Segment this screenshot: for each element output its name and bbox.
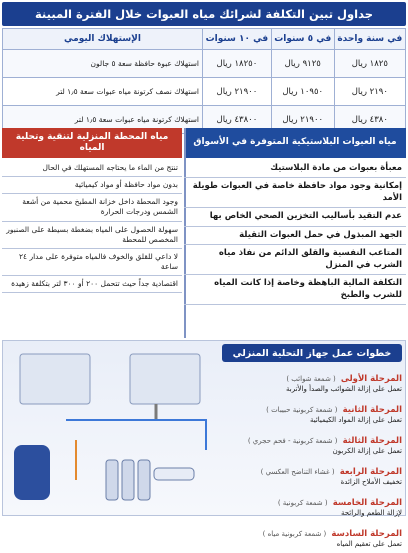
step-subtitle: ( شمعة شوائب ) bbox=[286, 375, 336, 383]
cell-description: استهلاك نصف كرتونة مياه عبوات سعة ١٫٥ لتر bbox=[3, 78, 203, 106]
filter-cartridge-icon bbox=[138, 460, 150, 500]
cell-description: استهلاك عبوة حافظة سعة ٥ جالون bbox=[3, 50, 203, 78]
step-name: المرحلة الرابعة bbox=[339, 467, 402, 478]
list-item: إمكانية وجود مواد حافظة خاصة في العبوات طويلة الأمد bbox=[184, 178, 406, 208]
cost-table-header-row bbox=[3, 29, 406, 50]
cell-10-years: ١٨٢٥٠ ريال bbox=[203, 50, 272, 78]
header-5-years: في ٥ سنوات bbox=[271, 29, 334, 50]
table-row bbox=[3, 78, 406, 106]
step-item bbox=[222, 397, 402, 425]
step-description: لإزالة الطعم والرائحة bbox=[341, 509, 402, 518]
step-name: المرحلة الثانية bbox=[342, 405, 402, 416]
step-description: تعمل على تعقيم المياه bbox=[336, 540, 402, 549]
list-item: المتاعب النفسية والقلق الدائم من نفاذ مياه الشرب في المنزل bbox=[184, 245, 406, 275]
bottled-water-list bbox=[184, 160, 406, 305]
page-title: جداول تبين التكلفة لشرائك مياه العبوات خلال الفترة المبينة bbox=[2, 2, 406, 26]
cell-1-year: ٤٣٨٠ ريال bbox=[334, 106, 405, 134]
step-subtitle: ( شمعة كربونية - فحم حجري ) bbox=[247, 437, 338, 446]
list-item: وجود المحطة داخل خزانة المطبخ محمية من أشعة الشمس ودرجات الحرارة bbox=[2, 194, 182, 221]
header-10-years: في ١٠ سنوات bbox=[203, 29, 272, 50]
filter-cartridge-icon bbox=[106, 460, 118, 500]
list-item: تنتج من الماء ما يحتاجه المستهلك في الحال bbox=[2, 160, 182, 177]
step-name: المرحلة الخامسة bbox=[332, 498, 402, 509]
cell-1-year: ١٨٢٥ ريال bbox=[334, 50, 405, 78]
home-station-heading: مياه المحطة المنزلية لتنقية وتحلية المياه bbox=[2, 128, 182, 158]
list-item: سهولة الحصول على المياه بضغطة بسيطة على الصنبور المخصص للمحطة bbox=[2, 222, 182, 249]
membrane-icon bbox=[154, 468, 194, 480]
list-item: عدم التقيد بأساليب التخزين الصحي الخاص بها bbox=[184, 208, 406, 226]
table-row bbox=[3, 50, 406, 78]
header-1-year: في سنة واحدة bbox=[334, 29, 405, 50]
step-subtitle: ( غشاء التناضح العكسي ) bbox=[260, 468, 335, 477]
tank-icon bbox=[14, 445, 50, 500]
cell-description: استهلاك كرتونة مياه عبوات سعة ١٫٥ لتر bbox=[3, 106, 203, 134]
bottled-water-heading: مياه العبوات البلاستيكية المتوفرة في الأسواق bbox=[184, 128, 406, 158]
cost-table bbox=[2, 28, 406, 134]
list-item: معبأة بعبوات من مادة البلاستيك bbox=[184, 160, 406, 178]
cell-1-year: ٢١٩٠ ريال bbox=[334, 78, 405, 106]
filter-cartridge-icon bbox=[122, 460, 134, 500]
step-description: تعمل على إزالة المواد الكيميائية bbox=[309, 416, 402, 425]
cabinet-right bbox=[130, 354, 200, 404]
step-subtitle: ( شمعة كربونية ) bbox=[277, 499, 328, 508]
step-name: المرحلة السادسة bbox=[331, 529, 402, 540]
step-subtitle: ( شمعة كربونية حبيبات ) bbox=[266, 406, 338, 415]
filter-system-illustration bbox=[6, 350, 222, 510]
step-item bbox=[222, 490, 402, 518]
step-subtitle: ( شمعة كربونية مياه ) bbox=[262, 530, 327, 539]
step-item bbox=[222, 459, 402, 487]
list-item: اقتصادية جداً حيث تتحمل ٢٠٠ أو ٣٠٠ لتر بتكلفة زهيدة bbox=[2, 276, 182, 293]
step-item bbox=[222, 366, 402, 394]
step-name: المرحلة الثالثة bbox=[342, 436, 402, 447]
cell-10-years: ٤٣٨٠٠ ريال bbox=[203, 106, 272, 134]
list-item: بدون مواد حافظة أو مواد كيميائية bbox=[2, 177, 182, 194]
steps-title: خطوات عمل جهاز التحلية المنزلي bbox=[222, 344, 402, 362]
home-station-list bbox=[2, 160, 182, 293]
step-description: تعمل على إزالة الكربون bbox=[332, 447, 402, 456]
steps-list bbox=[222, 366, 402, 553]
list-item: لا داعي للقلق والخوف فالمياه متوفرة على مدار ٢٤ ساعة bbox=[2, 249, 182, 276]
step-item bbox=[222, 521, 402, 549]
step-description: تعمل على إزالة الشوائب والصدأ والأتربة bbox=[286, 385, 402, 393]
step-item bbox=[222, 428, 402, 456]
header-daily-consumption: الإستهلاك اليومي bbox=[3, 29, 203, 50]
step-name: المرحلة الأولى bbox=[340, 374, 402, 384]
list-item: التكلفة المالية الباهظة وخاصة إذا كانت المياه للشرب والطبخ bbox=[184, 275, 406, 305]
step-description: تخفيف الأملاح الزائدة bbox=[340, 478, 402, 487]
cell-10-years: ٢١٩٠٠ ريال bbox=[203, 78, 272, 106]
cell-5-years: ١٠٩٥٠ ريال bbox=[271, 78, 334, 106]
cell-5-years: ٢١٩٠٠ ريال bbox=[271, 106, 334, 134]
list-item: الجهد المبذول في حمل العبوات الثقيلة bbox=[184, 227, 406, 245]
cabinet-left bbox=[20, 354, 90, 404]
cell-5-years: ٩١٢٥ ريال bbox=[271, 50, 334, 78]
water-pipe bbox=[66, 420, 206, 450]
